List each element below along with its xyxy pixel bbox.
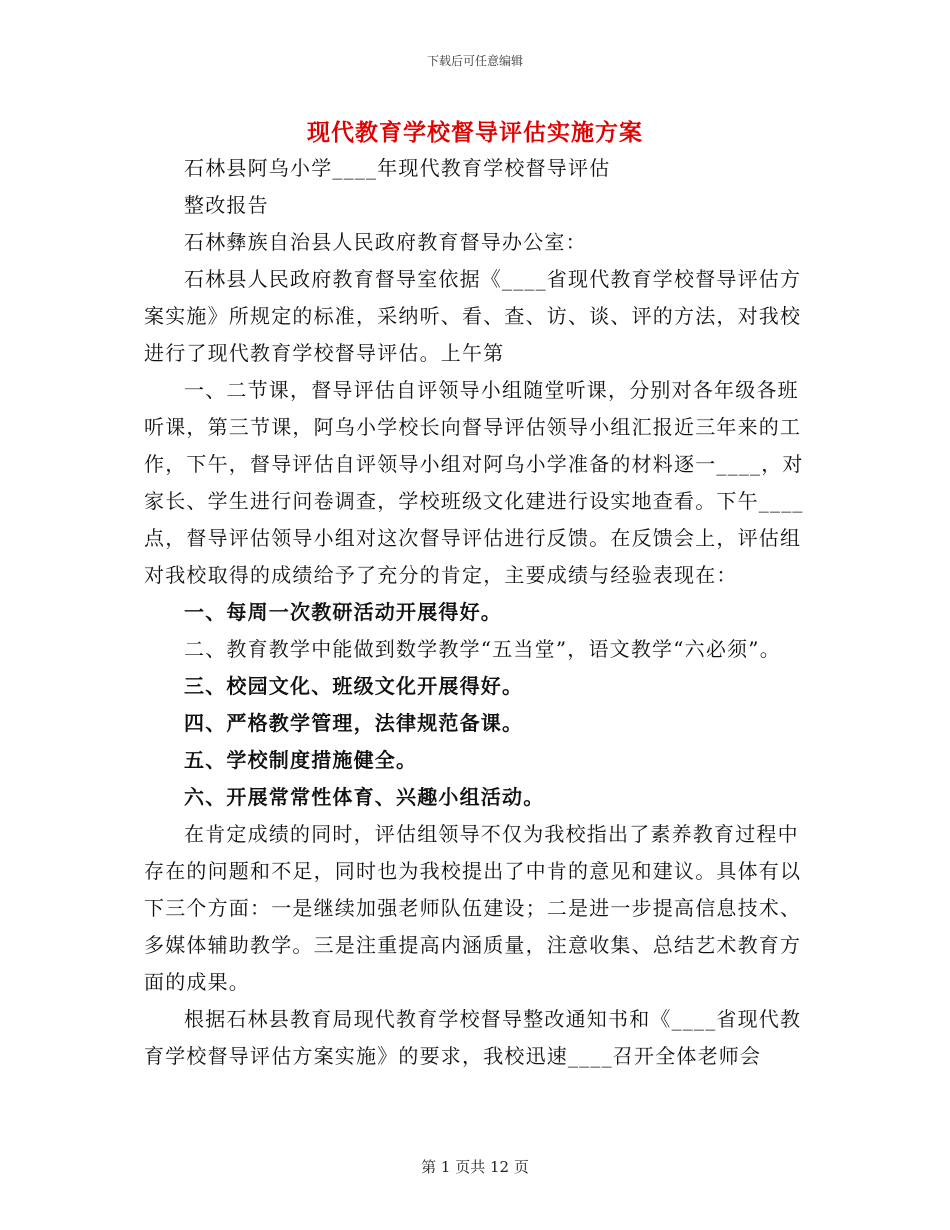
header-note: 下载后可任意编辑 xyxy=(426,54,523,68)
paragraph-addressee: 石林彝族自治县人民政府教育督导办公室： xyxy=(184,230,587,254)
document-body xyxy=(144,150,812,1075)
page-footer: 第 1 页共 12 页 xyxy=(421,1158,529,1176)
achievement-item-1: 一、每周一次教研活动开展得好。 xyxy=(184,600,502,624)
paragraph-process: 一、二节课，督导评估自评领导小组随堂听课，分别对各年级各班听课，第三节课，阿乌小学校长向督导评估领导小组汇报近三年来的工作，下午，督导评估自评领导小组对阿乌小学准备的材料逐一____，对家长、学生进行问卷调查，学校班级文化建进行设实地查看。下午____点，督导评估领导小组对这次督导评估进行反馈。在反馈会上，评估组对我校取得的成绩给予了充分的肯定，主要成绩与经验表现在： xyxy=(144,378,804,587)
paragraph-intro: 石林县人民政府教育督导室依据《____省现代教育学校督导评估方案实施》所规定的标准，采纳听、看、查、访、谈、评的方法，对我校进行了现代教育学校督导评估。上午第 xyxy=(144,267,802,365)
document-title: 现代教育学校督导评估实施方案 xyxy=(307,119,643,146)
achievement-item-4: 四、严格教学管理，法律规范备课。 xyxy=(184,711,524,735)
paragraph-school-title: 石林县阿乌小学____年现代教育学校督导评估 xyxy=(184,156,611,180)
paragraph-rectification: 根据石林县教育局现代教育学校督导整改通知书和《____省现代教育学校督导评估方案实施》的要求，我校迅速____召开全体老师会 xyxy=(144,1007,802,1068)
achievement-item-5: 五、学校制度措施健全。 xyxy=(184,748,418,772)
achievement-item-6: 六、开展常常性体育、兴趣小组活动。 xyxy=(184,785,545,809)
achievement-item-2: 二、教育教学中能做到数学教学“五当堂”，语文教学“六必须”。 xyxy=(184,637,781,661)
achievement-item-3: 三、校园文化、班级文化开展得好。 xyxy=(184,674,524,698)
paragraph-suggestions: 在肯定成绩的同时，评估组领导不仅为我校指出了素养教育过程中存在的问题和不足，同时也为我校提出了中肯的意见和建议。具体有以下三个方面：一是继续加强老师队伍建设；二是进一步提高信息技术、多媒体辅助教学。三是注重提高内涵质量，注意收集、总结艺术教育方面的成果。 xyxy=(144,822,802,994)
paragraph-report-heading: 整改报告 xyxy=(184,193,269,217)
